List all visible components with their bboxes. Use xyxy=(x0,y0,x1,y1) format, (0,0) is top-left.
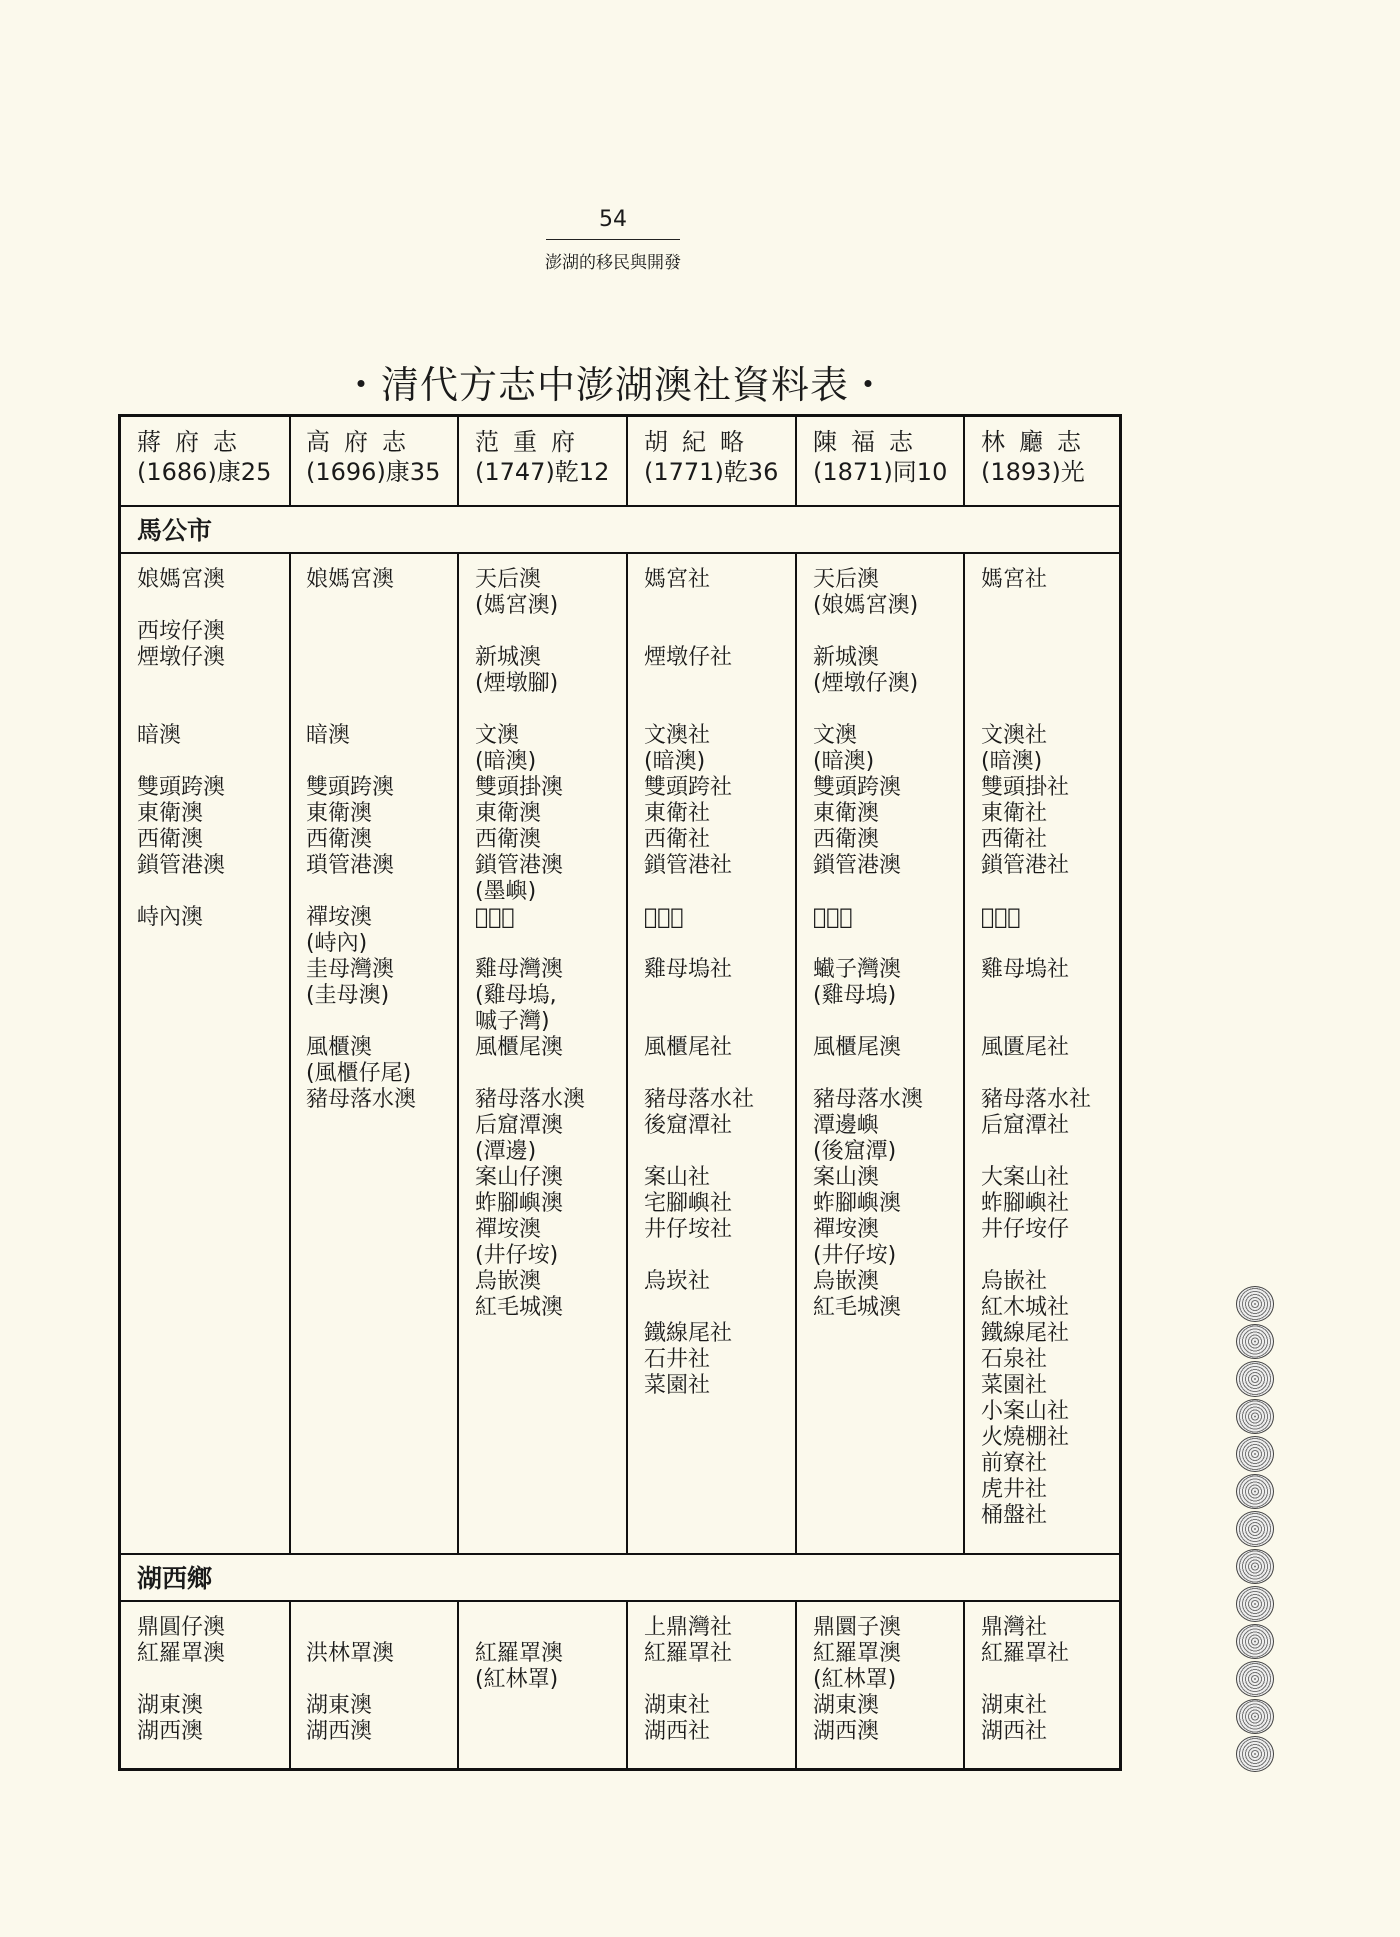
table-cell: 文澳社 xyxy=(644,723,711,748)
column-divider xyxy=(795,1600,797,1768)
table-cell: 新城澳 xyxy=(475,645,542,670)
table-cell: 蚱腳嶼澳 xyxy=(813,1191,902,1216)
column-header xyxy=(644,427,778,487)
table-title: ・清代方志中澎湖澳社資料表・ xyxy=(341,363,888,407)
table-cell: 紅羅罩社 xyxy=(644,1641,733,1666)
table-cell: 鎖管港社 xyxy=(644,853,733,878)
column-divider xyxy=(963,1600,965,1768)
table-cell: (娘媽宮澳) xyxy=(813,593,919,618)
table-cell: 鎖管港澳 xyxy=(137,853,226,878)
table-cell: 禪垵澳 xyxy=(813,1217,880,1242)
table-cell: 豬母落水社 xyxy=(981,1087,1092,1112)
table-cell: 東衛社 xyxy=(981,801,1048,826)
table-cell: 案山仔澳 xyxy=(475,1165,564,1190)
table-cell: 西衛澳 xyxy=(306,827,373,852)
column-header-year: (1893)光 xyxy=(981,458,1085,486)
table-cell: 蠘子灣澳 xyxy=(813,957,902,982)
section-label: 馬公市 xyxy=(137,516,213,545)
table-cell: 𡶛裡澳 xyxy=(475,905,515,930)
table-cell: 雙頭跨澳 xyxy=(137,775,226,800)
table-cell: 紅羅罩社 xyxy=(981,1641,1070,1666)
data-table xyxy=(118,414,1122,1771)
table-cell: 蚱腳嶼澳 xyxy=(475,1191,564,1216)
table-cell: 雙頭跨澳 xyxy=(813,775,902,800)
table-cell: (紅林罩) xyxy=(475,1667,559,1692)
table-cell: 風櫃尾澳 xyxy=(475,1035,564,1060)
table-cell: 東衛社 xyxy=(644,801,711,826)
column-divider xyxy=(457,417,459,505)
table-cell: 豬母落水澳 xyxy=(813,1087,924,1112)
table-cell: (紅林罩) xyxy=(813,1667,897,1692)
column-header xyxy=(813,427,947,487)
table-cell: 雙頭掛社 xyxy=(981,775,1070,800)
section-divider xyxy=(121,552,1119,554)
table-cell: 紅羅罩澳 xyxy=(475,1641,564,1666)
table-cell: 小案山社 xyxy=(981,1399,1070,1424)
table-cell: 風櫃澳 xyxy=(306,1035,373,1060)
table-cell: 西衛澳 xyxy=(137,827,204,852)
column-divider xyxy=(289,552,291,1553)
table-cell: 上鼎灣社 xyxy=(644,1615,733,1640)
table-cell: 湖西澳 xyxy=(137,1719,204,1744)
table-cell: 潭邊嶼 xyxy=(813,1113,880,1138)
table-cell: 文澳 xyxy=(813,723,858,748)
table-cell: 大案山社 xyxy=(981,1165,1070,1190)
table-cell: 嘁子灣) xyxy=(475,1009,550,1034)
table-cell: 鐵線尾社 xyxy=(644,1321,733,1346)
table-cell: 雙頭跨澳 xyxy=(306,775,395,800)
seal-ornament xyxy=(1236,1586,1274,1622)
column-divider xyxy=(626,417,628,505)
table-cell: 湖西澳 xyxy=(813,1719,880,1744)
table-cell: 文澳社 xyxy=(981,723,1048,748)
table-cell: 湖西社 xyxy=(981,1719,1048,1744)
table-cell: (峙內) xyxy=(306,931,368,956)
column-header xyxy=(137,427,271,487)
column-header-name: 陳福志 xyxy=(813,428,927,456)
table-cell: 石泉社 xyxy=(981,1347,1048,1372)
table-cell: 風櫃尾社 xyxy=(644,1035,733,1060)
table-cell: 菜園社 xyxy=(644,1373,711,1398)
table-cell: 石井社 xyxy=(644,1347,711,1372)
table-cell: 鼎圜子澳 xyxy=(813,1615,902,1640)
table-cell: 娘媽宮澳 xyxy=(137,567,226,592)
table-cell: (井仔垵) xyxy=(813,1243,897,1268)
table-cell: 東衛澳 xyxy=(306,801,373,826)
table-cell: 湖西澳 xyxy=(306,1719,373,1744)
table-cell: 暗澳 xyxy=(137,723,182,748)
section-divider xyxy=(121,1600,1119,1602)
table-cell: 井仔垵社 xyxy=(644,1217,733,1242)
column-header-year: (1686)康25 xyxy=(137,458,272,486)
table-cell: 湖東澳 xyxy=(137,1693,204,1718)
column-header xyxy=(475,427,609,487)
column-header xyxy=(306,427,440,487)
column-divider xyxy=(795,552,797,1553)
table-cell: 烏嵌澳 xyxy=(813,1269,880,1294)
column-divider xyxy=(626,552,628,1553)
column-divider xyxy=(457,552,459,1553)
table-cell: 后窟潭澳 xyxy=(475,1113,564,1138)
table-cell: 湖東澳 xyxy=(813,1693,880,1718)
table-cell: (風櫃仔尾) xyxy=(306,1061,412,1086)
table-cell: 湖東澳 xyxy=(306,1693,373,1718)
table-cell: 案山社 xyxy=(644,1165,711,1190)
table-cell: 雙頭掛澳 xyxy=(475,775,564,800)
table-cell: 烏嵌社 xyxy=(981,1269,1048,1294)
seal-ornament xyxy=(1236,1399,1274,1435)
table-cell: 峙內澳 xyxy=(137,905,204,930)
table-cell: 后窟潭社 xyxy=(981,1113,1070,1138)
table-cell: 豬母落水澳 xyxy=(306,1087,417,1112)
table-cell: 虎井社 xyxy=(981,1477,1048,1502)
seal-ornament xyxy=(1236,1624,1274,1660)
table-cell: 烏嵌澳 xyxy=(475,1269,542,1294)
header-row-divider xyxy=(121,505,1119,507)
table-cell: 風匱尾社 xyxy=(981,1035,1070,1060)
table-cell: 東衛澳 xyxy=(813,801,880,826)
table-cell: 東衛澳 xyxy=(475,801,542,826)
table-cell: 前寮社 xyxy=(981,1451,1048,1476)
table-cell: (潭邊) xyxy=(475,1139,537,1164)
column-header-year: (1871)同10 xyxy=(813,458,948,486)
table-cell: 瑣管港澳 xyxy=(306,853,395,878)
table-cell: 西衛社 xyxy=(981,827,1048,852)
column-divider xyxy=(963,417,965,505)
table-cell: 井仔垵仔 xyxy=(981,1217,1070,1242)
table-cell: 雞母灣澳 xyxy=(475,957,564,982)
seal-ornament xyxy=(1236,1286,1274,1322)
table-cell: 西垵仔澳 xyxy=(137,619,226,644)
column-header-year: (1747)乾12 xyxy=(475,458,610,486)
table-cell: 文澳 xyxy=(475,723,520,748)
table-cell: 洪林罩澳 xyxy=(306,1641,395,1666)
table-cell: (煙墩腳) xyxy=(475,671,559,696)
table-cell: (井仔垵) xyxy=(475,1243,559,1268)
table-cell: (煙墩仔澳) xyxy=(813,671,919,696)
table-cell: 火燒棚社 xyxy=(981,1425,1070,1450)
table-cell: 煙墩仔澳 xyxy=(137,645,226,670)
table-cell: 風櫃尾澳 xyxy=(813,1035,902,1060)
column-divider xyxy=(795,417,797,505)
column-header-year: (1696)康35 xyxy=(306,458,441,486)
column-divider xyxy=(289,1600,291,1768)
table-cell: 𡶛裡澳 xyxy=(813,905,853,930)
seal-ornament xyxy=(1236,1361,1274,1397)
table-cell: 湖東社 xyxy=(981,1693,1048,1718)
table-cell: (暗澳) xyxy=(813,749,875,774)
table-cell: (暗澳) xyxy=(981,749,1043,774)
table-cell: (後窟潭) xyxy=(813,1139,897,1164)
table-cell: 湖西社 xyxy=(644,1719,711,1744)
table-cell: 宅腳嶼社 xyxy=(644,1191,733,1216)
table-cell: 後窟潭社 xyxy=(644,1113,733,1138)
column-divider xyxy=(289,417,291,505)
table-cell: 鎖管港澳 xyxy=(475,853,564,878)
table-cell: 禪垵澳 xyxy=(475,1217,542,1242)
table-cell: 蚱腳嶼社 xyxy=(981,1191,1070,1216)
column-divider xyxy=(457,1600,459,1768)
table-cell: 雞母塢社 xyxy=(644,957,733,982)
table-cell: 桶盤社 xyxy=(981,1503,1048,1528)
column-header-name: 蔣府志 xyxy=(137,428,251,456)
table-cell: 暗澳 xyxy=(306,723,351,748)
table-cell: (暗澳) xyxy=(644,749,706,774)
table-cell: 娘媽宮澳 xyxy=(306,567,395,592)
table-cell: (暗澳) xyxy=(475,749,537,774)
table-cell: 鎖管港社 xyxy=(981,853,1070,878)
table-cell: 雙頭跨社 xyxy=(644,775,733,800)
column-header-name: 范重府 xyxy=(475,428,589,456)
column-header-year: (1771)乾36 xyxy=(644,458,779,486)
decorative-seal-strip xyxy=(1236,1286,1276,1772)
table-cell: 豬母落水社 xyxy=(644,1087,755,1112)
seal-ornament xyxy=(1236,1474,1274,1510)
table-cell: 紅羅罩澳 xyxy=(813,1641,902,1666)
table-cell: 紅羅罩澳 xyxy=(137,1641,226,1666)
table-cell: (圭母澳) xyxy=(306,983,390,1008)
table-cell: 鼎灣社 xyxy=(981,1615,1048,1640)
table-cell: 紅毛城澳 xyxy=(475,1295,564,1320)
table-cell: (媽宮澳) xyxy=(475,593,559,618)
table-cell: 西衛社 xyxy=(644,827,711,852)
seal-ornament xyxy=(1236,1699,1274,1735)
table-cell: 𡶛裡社 xyxy=(981,905,1021,930)
table-cell: 圭母灣澳 xyxy=(306,957,395,982)
table-cell: 媽宮社 xyxy=(644,567,711,592)
seal-ornament xyxy=(1236,1736,1274,1772)
table-cell: 東衛澳 xyxy=(137,801,204,826)
table-cell: 鼎圓仔澳 xyxy=(137,1615,226,1640)
column-divider xyxy=(626,1600,628,1768)
seal-ornament xyxy=(1236,1511,1274,1547)
table-cell: 紅毛城澳 xyxy=(813,1295,902,1320)
column-header-name: 林廳志 xyxy=(981,428,1095,456)
seal-ornament xyxy=(1236,1549,1274,1585)
table-cell: 新城澳 xyxy=(813,645,880,670)
table-cell: 天后澳 xyxy=(813,567,880,592)
table-cell: 𡶛裡社 xyxy=(644,905,684,930)
table-cell: 豬母落水澳 xyxy=(475,1087,586,1112)
table-cell: (雞母塢, xyxy=(475,983,557,1008)
table-cell: 烏崁社 xyxy=(644,1269,711,1294)
table-cell: 菜園社 xyxy=(981,1373,1048,1398)
table-cell: 天后澳 xyxy=(475,567,542,592)
seal-ornament xyxy=(1236,1324,1274,1360)
table-cell: 西衛澳 xyxy=(813,827,880,852)
table-cell: 煙墩仔社 xyxy=(644,645,733,670)
page-number: 54 xyxy=(599,207,627,232)
table-cell: 鎖管港澳 xyxy=(813,853,902,878)
table-cell: 湖東社 xyxy=(644,1693,711,1718)
column-header xyxy=(981,427,1095,487)
book-title: 澎湖的移民與開發 xyxy=(545,253,681,273)
table-cell: 雞母塢社 xyxy=(981,957,1070,982)
table-cell: 紅木城社 xyxy=(981,1295,1070,1320)
column-divider xyxy=(963,552,965,1553)
column-header-name: 高府志 xyxy=(306,428,420,456)
seal-ornament xyxy=(1236,1661,1274,1697)
table-cell: 案山澳 xyxy=(813,1165,880,1190)
table-cell: (雞母塢) xyxy=(813,983,897,1008)
column-header-name: 胡紀略 xyxy=(644,428,758,456)
table-cell: 禪垵澳 xyxy=(306,905,373,930)
table-cell: (墨嶼) xyxy=(475,879,537,904)
section-divider xyxy=(121,1553,1119,1555)
table-cell: 媽宮社 xyxy=(981,567,1048,592)
header-rule xyxy=(546,239,680,240)
section-label: 湖西鄉 xyxy=(137,1564,213,1593)
table-cell: 西衛澳 xyxy=(475,827,542,852)
seal-ornament xyxy=(1236,1436,1274,1472)
table-cell: 鐵線尾社 xyxy=(981,1321,1070,1346)
